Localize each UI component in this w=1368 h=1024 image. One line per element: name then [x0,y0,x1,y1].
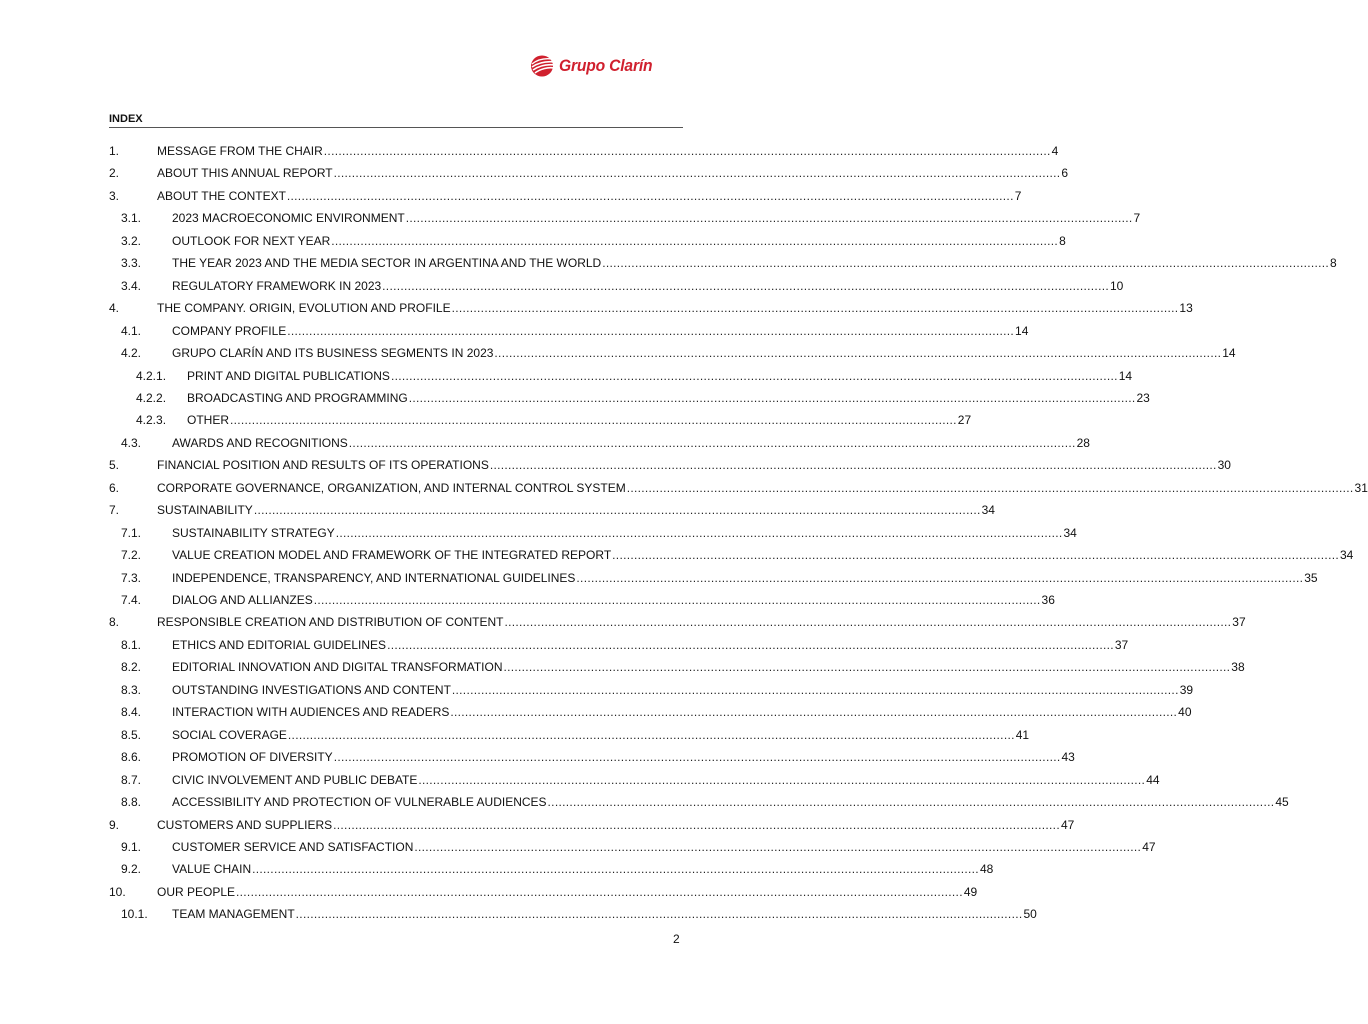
toc-entry-number: 8. [109,615,120,630]
toc-entry-page: 13 [1179,301,1193,316]
toc-entry[interactable] [121,794,1289,810]
toc-entry-title: THE COMPANY. ORIGIN, EVOLUTION AND PROFILE [157,301,451,316]
toc-dot-leader: ........................................................................................................................................................................................................ [253,503,981,518]
toc-entry-number: 8.7. [121,772,142,787]
toc-entry-page: 37 [1232,615,1246,630]
toc-entry[interactable] [121,435,1090,451]
toc-entry[interactable] [136,412,972,428]
toc-entry-title: OTHER [187,413,229,428]
toc-entry[interactable] [121,525,1077,541]
toc-entry-page: 38 [1231,660,1245,675]
toc-dot-leader: ........................................................................................................................................................................................................ [236,884,963,899]
toc-entry-page: 41 [1015,727,1030,742]
toc-entry[interactable] [121,570,1318,586]
toc-dot-leader: ........................................................................................................................................................................................................ [450,705,1178,720]
toc-dot-leader: ........................................................................................................................................................................................................ [494,346,1222,361]
toc-entry-title: CUSTOMERS AND SUPPLIERS [157,817,333,832]
toc-entry-title: 2023 MACROECONOMIC ENVIRONMENT [172,211,405,226]
toc-entry[interactable] [109,884,978,900]
toc-dot-leader: ........................................................................................................................................................................................................ [382,278,1109,293]
toc-entry-title: RESPONSIBLE CREATION AND DISTRIBUTION OF CONTENT [157,615,504,630]
toc-entry-number: 8.2. [121,660,142,675]
toc-entry-page: 28 [1076,435,1090,450]
toc-entry-page: 45 [1275,795,1289,810]
toc-entry[interactable] [109,188,1022,204]
toc-entry-number: 10. [109,884,126,899]
toc-entry[interactable] [121,233,1066,249]
toc-dot-leader: ........................................................................................................................................................................................................ [451,682,1179,697]
toc-entry-number: 8.4. [121,705,142,720]
toc-entry-title: ACCESSIBILITY AND PROTECTION OF VULNERABLE AUDIENCES [172,795,547,810]
toc-entry-title: REGULATORY FRAMEWORK IN 2023 [172,278,382,293]
toc-entry-title: SOCIAL COVERAGE [172,727,287,742]
toc-dot-leader: ........................................................................................................................................................................................................ [408,390,1136,405]
toc-entry-number: 9. [109,817,120,832]
toc-entry-title: OUTSTANDING INVESTIGATIONS AND CONTENT [172,682,451,697]
toc-entry-page: 49 [963,884,978,899]
toc-entry-title: VALUE CHAIN [172,862,252,877]
toc-entry-page: 34 [1063,525,1077,540]
toc-entry-number: 5. [109,458,120,473]
toc-entry-title: PRINT AND DIGITAL PUBLICATIONS [187,368,390,383]
toc-entry-title: AWARDS AND RECOGNITIONS [172,435,348,450]
clarin-swoosh-icon [530,54,556,78]
toc-entry-title: CIVIC INVOLVEMENT AND PUBLIC DEBATE [172,772,418,787]
toc-entry[interactable] [121,278,1124,294]
toc-entry-page: 36 [1041,593,1055,607]
toc-entry-title: FINANCIAL POSITION AND RESULTS OF ITS OPERATIONS [157,458,489,473]
toc-entry-page: 31 [1354,480,1368,495]
toc-entry-number: 9.2. [121,862,142,877]
toc-entry-number: 3.3. [121,256,142,271]
toc-entry-number: 6. [109,480,120,495]
toc-entry-title: COMPANY PROFILE [172,323,287,338]
toc-entry-title: MESSAGE FROM THE CHAIR [157,144,323,158]
toc-entry-number: 7.1. [121,525,142,540]
toc-entry-number: 3.2. [121,233,142,248]
toc-entry-page: 4 [1051,144,1059,158]
toc-entry-number: 2. [109,166,120,181]
toc-entry-page: 34 [1339,548,1354,563]
toc-entry-number: 3.1. [121,211,142,226]
toc-entry-page: 34 [981,503,995,518]
toc-entry-number: 1. [109,144,120,158]
toc-entry-title: DIALOG AND ALLIANZES [172,593,313,607]
toc-entry-page: 8 [1330,256,1337,271]
toc-entry-number: 4.3. [121,435,142,450]
toc-entry-title: INTERACTION WITH AUDIENCES AND READERS [172,705,450,720]
page-number: 2 [673,932,680,946]
toc-entry-title: VALUE CREATION MODEL AND FRAMEWORK OF THE INTEGRATED REPORT [172,548,612,563]
toc-entry-page: 37 [1114,637,1129,652]
toc-entry[interactable] [121,659,1245,675]
toc-entry-title: GRUPO CLARÍN AND ITS BUSINESS SEGMENTS IN 2023 [172,346,494,361]
toc-entry[interactable] [109,817,1075,833]
toc-entry-number: 9.1. [121,839,142,854]
toc-entry-number: 8.1. [121,637,142,652]
toc-entry-title: TEAM MANAGEMENT [172,907,295,922]
toc-dot-leader: ........................................................................................................................................................................................................ [348,435,1076,450]
toc-entry-title: EDITORIAL INNOVATION AND DIGITAL TRANSFORMATION [172,660,503,675]
toc-entry[interactable] [121,323,1029,339]
toc-entry-page: 44 [1146,772,1160,787]
index-divider [109,127,683,128]
toc-dot-leader: ........................................................................................................................................................................................................ [287,727,1015,742]
toc-dot-leader: ........................................................................................................................................................................................................ [313,593,1041,607]
toc-entry[interactable] [121,749,1075,765]
toc-entry[interactable] [121,727,1030,743]
toc-entry-title: INDEPENDENCE, TRANSPARENCY, AND INTERNATIONAL GUIDELINES [172,570,576,585]
toc-entry-page: 35 [1304,570,1318,585]
toc-entry[interactable] [121,345,1236,361]
toc-dot-leader: ........................................................................................................................................................................................................ [414,839,1142,854]
toc-dot-leader: ........................................................................................................................................................................................................ [503,660,1231,675]
toc-dot-leader: ........................................................................................................................................................................................................ [333,750,1061,765]
toc-entry-page: 40 [1178,705,1192,720]
toc-dot-leader: ........................................................................................................................................................................................................ [333,817,1060,832]
toc-entry[interactable] [121,592,1055,608]
toc-dot-leader: ........................................................................................................................................................................................................ [626,480,1354,495]
toc-dot-leader: ........................................................................................................................................................................................................ [387,637,1114,652]
toc-entry-number: 8.5. [121,727,142,742]
toc-entry-number: 4.2.1. [136,368,167,383]
toc-entry-page: 27 [957,413,972,428]
toc-entry[interactable] [121,255,1337,271]
toc-entry-number: 8.3. [121,682,142,697]
toc-dot-leader: ........................................................................................................................................................................................................ [333,166,1061,181]
toc-dot-leader: ........................................................................................................................................................................................................ [504,615,1232,630]
toc-dot-leader: ........................................................................................................................................................................................................ [489,458,1217,473]
toc-entry-title: CORPORATE GOVERNANCE, ORGANIZATION, AND INTERNAL CONTROL SYSTEM [157,480,626,495]
toc-entry-number: 3. [109,188,120,203]
toc-entry-page: 14 [1015,323,1029,338]
toc-entry[interactable] [109,614,1246,630]
toc-entry-title: CUSTOMER SERVICE AND SATISFACTION [172,839,414,854]
toc-entry-title: ABOUT THIS ANNUAL REPORT [157,166,333,181]
toc-dot-leader: ........................................................................................................................................................................................................ [390,368,1118,383]
toc-entry-page: 50 [1023,907,1037,922]
toc-entry-number: 4.2.3. [136,413,167,428]
toc-entry-title: PROMOTION OF DIVERSITY [172,750,333,765]
toc-entry-title: SUSTAINABILITY [157,503,253,518]
toc-entry-number: 4.2. [121,346,142,361]
toc-entry[interactable] [136,390,1150,406]
toc-entry-number: 8.6. [121,750,142,765]
toc-entry-title: BROADCASTING AND PROGRAMMING [187,390,408,405]
brand-logo [530,54,661,78]
toc-entry-page: 7 [1133,211,1141,226]
toc-entry-number: 10.1. [121,907,148,922]
toc-entry[interactable] [109,502,995,518]
toc-dot-leader: ........................................................................................................................................................................................................ [287,323,1015,338]
toc-entry-number: 4. [109,301,120,316]
toc-dot-leader: ........................................................................................................................................................................................................ [602,256,1330,271]
toc-dot-leader: ........................................................................................................................................................................................................ [286,188,1014,203]
brand-name: Grupo Clarín [559,56,653,75]
toc-dot-leader: ........................................................................................................................................................................................................ [323,144,1051,158]
toc-dot-leader: ........................................................................................................................................................................................................ [418,772,1146,787]
toc-entry-page: 48 [979,862,994,877]
toc-entry[interactable] [121,704,1192,720]
toc-entry[interactable] [121,839,1156,855]
toc-entry[interactable] [109,165,1069,181]
toc-entry-number: 7.4. [121,593,142,607]
toc-entry[interactable] [109,300,1193,316]
toc-dot-leader: ........................................................................................................................................................................................................ [547,795,1275,810]
toc-dot-leader: ........................................................................................................................................................................................................ [252,862,979,877]
toc-entry[interactable] [121,682,1194,698]
toc-dot-leader: ........................................................................................................................................................................................................ [331,233,1059,248]
toc-entry-number: 7. [109,503,120,518]
toc-entry-number: 7.2. [121,548,142,563]
toc-entry-title: OUTLOOK FOR NEXT YEAR [172,233,331,248]
toc-dot-leader: ........................................................................................................................................................................................................ [451,301,1179,316]
toc-entry-page: 8 [1059,233,1066,248]
toc-entry-page: 30 [1217,458,1231,473]
toc-entry-title: ABOUT THE CONTEXT [157,188,286,203]
toc-entry-page: 39 [1179,682,1194,697]
toc-entry-page: 43 [1061,750,1075,765]
toc-entry-title: ETHICS AND EDITORIAL GUIDELINES [172,637,387,652]
toc-entry-number: 4.1. [121,323,142,338]
toc-entry[interactable] [121,547,1354,563]
toc-entry-number: 4.2.2. [136,390,167,405]
toc-entry[interactable] [121,637,1129,653]
toc-dot-leader: ........................................................................................................................................................................................................ [295,907,1023,922]
toc-entry-page: 10 [1109,278,1124,293]
toc-entry-title: SUSTAINABILITY STRATEGY [172,525,335,540]
toc-entry-page: 14 [1118,368,1133,383]
toc-entry-page: 14 [1222,346,1236,361]
toc-entry[interactable] [121,210,1141,226]
toc-entry[interactable] [136,368,1133,384]
toc-entry[interactable] [109,480,1368,496]
toc-entry-number: 3.4. [121,278,142,293]
toc-dot-leader: ........................................................................................................................................................................................................ [612,548,1339,563]
toc-entry[interactable] [121,772,1160,788]
toc-entry-page: 7 [1014,188,1022,203]
index-title: INDEX [109,113,143,125]
toc-entry[interactable] [109,457,1231,473]
toc-entry[interactable] [121,906,1037,922]
toc-entry-title: THE YEAR 2023 AND THE MEDIA SECTOR IN ARGENTINA AND THE WORLD [172,256,602,271]
toc-entry-page: 6 [1061,166,1069,181]
toc-entry-title: OUR PEOPLE [157,884,236,899]
toc-entry-number: 7.3. [121,570,142,585]
toc-entry-page: 23 [1136,390,1150,405]
toc-dot-leader: ........................................................................................................................................................................................................ [335,525,1063,540]
toc-dot-leader: ........................................................................................................................................................................................................ [576,570,1304,585]
toc-entry[interactable] [109,143,1059,159]
toc-entry[interactable] [121,861,994,877]
toc-entry-page: 47 [1142,839,1156,854]
toc-dot-leader: ........................................................................................................................................................................................................ [230,413,957,428]
toc-dot-leader: ........................................................................................................................................................................................................ [405,211,1133,226]
toc-entry-page: 47 [1060,817,1075,832]
toc-entry-number: 8.8. [121,795,142,810]
